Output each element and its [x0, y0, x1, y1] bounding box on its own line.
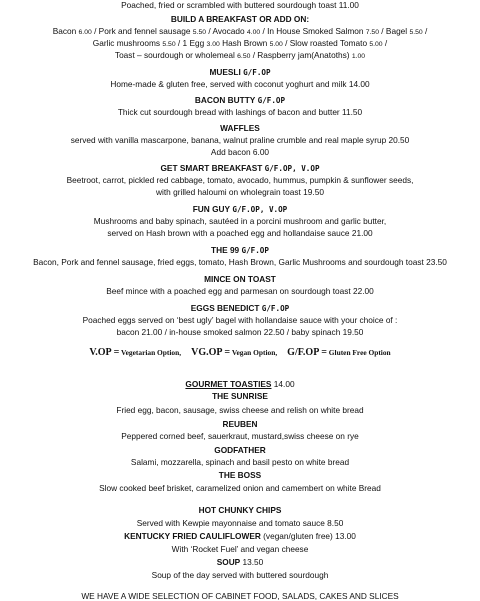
muesli-heading: MUESLI G/F.OP [209, 67, 271, 77]
fun-guy-heading: FUN GUY G/F.OP, V.OP [192, 204, 288, 214]
smart-breakfast-description-1: Beetroot, carrot, pickled red cabbage, tomato, avocado, hummus, pumpkin & sunflower seeds, [66, 175, 414, 185]
chips-heading: HOT CHUNKY CHIPS [198, 505, 282, 515]
cabinet-food-note: WE HAVE A WIDE SELECTION OF CABINET FOOD, SALADS, CAKES AND SLICES [81, 591, 399, 601]
the-99-description: Bacon, Pork and fennel sausage, fried eggs, tomato, Hash Brown, Garlic Mushrooms and sourdough toast 23.50 [33, 257, 447, 267]
muesli-description: Home-made & gluten free, served with coconut yoghurt and milk 14.00 [110, 79, 370, 89]
reuben-description: Peppered corned beef, sauerkraut, mustard,swiss cheese on rye [121, 431, 359, 441]
mince-heading: MINCE ON TOAST [204, 274, 276, 284]
sunrise-heading: THE SUNRISE [212, 391, 268, 401]
soup-heading: SOUP 13.50 [216, 557, 264, 567]
build-breakfast-line-2: Garlic mushrooms 5.50 / 1 Egg 3.00 Hash Brown 5.00 / Slow roasted Tomato 5.00 / [92, 38, 388, 48]
eggs-benedict-description-1: Poached eggs served on ‘best ugly’ bagel with hollandaise sauce with your choice of : [82, 315, 398, 325]
smart-breakfast-description-2: with grilled haloumi on wholegrain toast 19.50 [156, 187, 324, 197]
the-99-heading: THE 99 G/F.OP [211, 245, 269, 255]
eggs-description: Poached, fried or scrambled with buttered sourdough toast 11.00 [121, 0, 359, 10]
bacon-butty-description: Thick cut sourdough bread with lashings of bacon and butter 11.50 [117, 107, 363, 117]
sunrise-description: Fried egg, bacon, sausage, swiss cheese and relish on white bread [116, 405, 364, 415]
mince-description: Beef mince with a poached egg and parmesan on sourdough toast 22.00 [106, 286, 374, 296]
dietary-key: V.OP = Vegetarian Option, VG.OP = Vegan Option, G/F.OP = Gluten Free Option [89, 347, 391, 358]
smart-breakfast-heading: GET SMART BREAKFAST G/F.OP, V.OP [160, 163, 320, 173]
waffles-heading: WAFFLES [220, 123, 260, 133]
build-breakfast-line-1: Bacon 6.00 / Pork and fennel sausage 5.50 / Avocado 4.00 / In House Smoked Salmon 7.50 / Bagel 5.50 / [52, 26, 428, 36]
reuben-heading: REUBEN [222, 419, 258, 429]
soup-description: Soup of the day served with buttered sourdough [151, 570, 329, 580]
fun-guy-description-2: served on Hash brown with a poached egg and hollandaise sauce 21.00 [107, 228, 373, 238]
cauliflower-heading: KENTUCKY FRIED CAULIFLOWER (vegan/gluten free) 13.00 [124, 531, 356, 541]
gourmet-toasties-heading: GOURMET TOASTIES 14.00 [185, 379, 295, 389]
build-breakfast-heading: BUILD A BREAKFAST OR ADD ON: [170, 14, 310, 24]
bacon-butty-heading: BACON BUTTY G/F.OP [194, 95, 286, 105]
build-breakfast-line-3: Toast – sourdough or wholemeal 6.50 / Raspberry jam(Anatoths) 1.00 [114, 50, 366, 60]
godfather-heading: GODFATHER [214, 445, 266, 455]
chips-description: Served with Kewpie mayonnaise and tomato sauce 8.50 [136, 518, 344, 528]
cauliflower-description: With ‘Rocket Fuel’ and vegan cheese [171, 544, 309, 554]
the-boss-heading: THE BOSS [218, 470, 262, 480]
waffles-addon: Add bacon 6.00 [210, 147, 270, 157]
eggs-benedict-description-2: bacon 21.00 / in-house smoked salmon 22.50 / baby spinach 19.50 [116, 327, 364, 337]
fun-guy-description-1: Mushrooms and baby spinach, sautéed in a porcini mushroom and garlic butter, [93, 216, 387, 226]
eggs-benedict-heading: EGGS BENEDICT G/F.OP [190, 303, 290, 313]
waffles-description: served with vanilla mascarpone, banana, walnut praline crumble and real maple syrup 20.50 [70, 135, 410, 145]
the-boss-description: Slow cooked beef brisket, caramelized onion and camembert on white Bread [99, 483, 381, 493]
godfather-description: Salami, mozzarella, spinach and basil pesto on white bread [130, 457, 350, 467]
